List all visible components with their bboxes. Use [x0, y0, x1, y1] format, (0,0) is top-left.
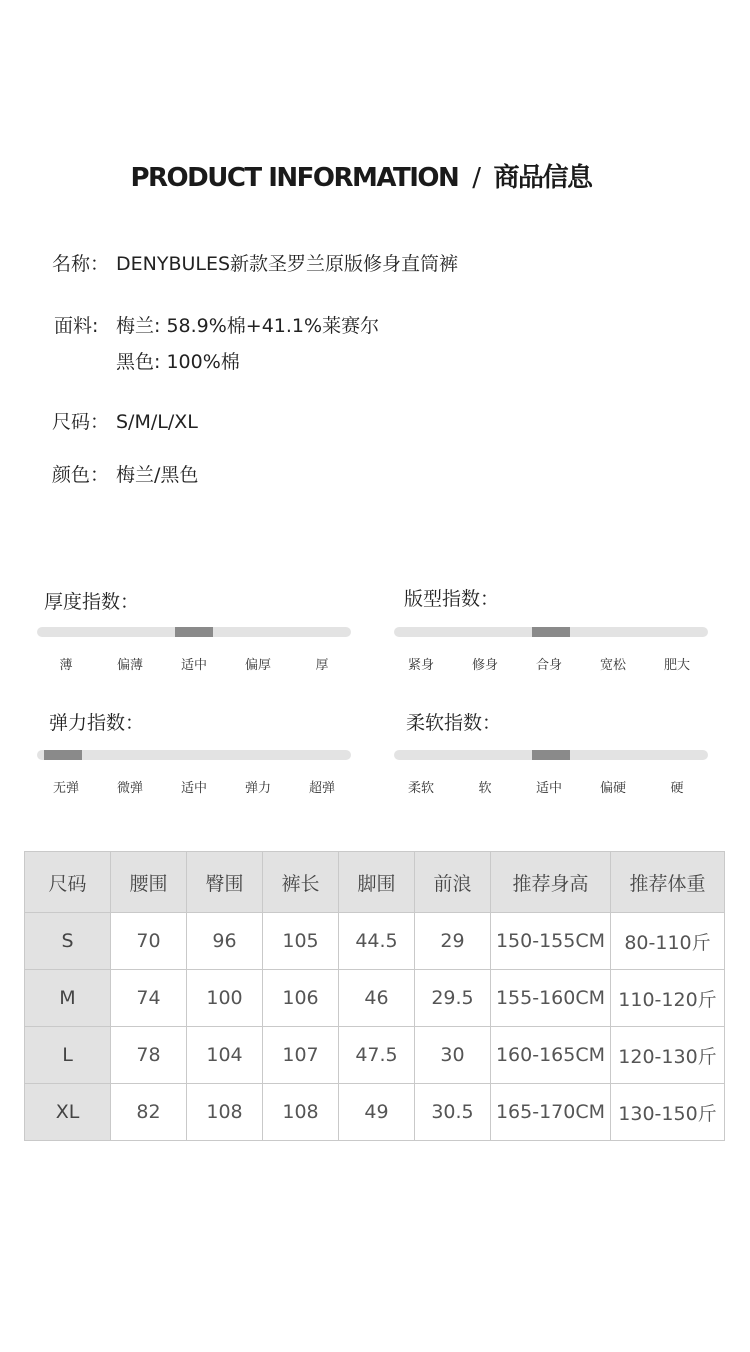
table-cell: 44.5 — [339, 913, 415, 970]
table-cell: 155-160CM — [491, 970, 611, 1027]
info-size-value: S/M/L/XL — [116, 411, 198, 433]
table-cell: S — [25, 913, 111, 970]
softness-tick-medium: 适中 — [535, 781, 562, 796]
info-size-label: 尺码： — [52, 411, 110, 433]
table-row — [25, 913, 725, 970]
table-cell: 104 — [187, 1027, 263, 1084]
softness-index-marker — [532, 750, 570, 760]
stretch-tick-slight: 微弹 — [116, 781, 143, 796]
page-title — [0, 157, 722, 194]
table-row — [25, 970, 725, 1027]
thickness-index-ticks — [34, 654, 354, 672]
info-color-value: 梅兰/黑色 — [116, 464, 199, 486]
table-cell: 150-155CM — [491, 913, 611, 970]
softness-index-ticks — [389, 777, 709, 795]
table-cell: 30 — [415, 1027, 491, 1084]
stretch-index-bar — [37, 750, 351, 760]
thickness-index-bar — [37, 627, 351, 637]
size-table — [24, 851, 725, 1141]
title-en: PRODUCT INFORMATION — [130, 163, 459, 193]
stretch-tick-medium: 适中 — [180, 781, 207, 796]
info-fabric-label: 面料: — [54, 315, 99, 337]
thickness-tick-thick: 厚 — [315, 658, 329, 673]
table-cell: XL — [25, 1084, 111, 1141]
header-size: 尺码 — [25, 852, 111, 913]
table-cell: 46 — [339, 970, 415, 1027]
table-cell: 160-165CM — [491, 1027, 611, 1084]
fit-tick-slim: 修身 — [471, 658, 498, 673]
fit-index-title: 版型指数： — [404, 588, 500, 610]
softness-tick-soft: 软 — [478, 781, 492, 796]
fit-tick-regular: 合身 — [535, 658, 562, 673]
table-cell: 96 — [187, 913, 263, 970]
thickness-tick-medium: 适中 — [180, 658, 207, 673]
info-color-label: 颜色： — [52, 464, 110, 486]
header-length: 裤长 — [263, 852, 339, 913]
stretch-index-ticks — [34, 777, 354, 795]
info-size-row — [52, 407, 198, 434]
thickness-tick-slightly-thick: 偏厚 — [244, 658, 271, 673]
table-header-row — [25, 852, 725, 913]
softness-tick-slightly-hard: 偏硬 — [599, 781, 626, 796]
softness-index-bar — [394, 750, 708, 760]
header-front-rise: 前浪 — [415, 852, 491, 913]
table-cell: 47.5 — [339, 1027, 415, 1084]
info-fabric-line-2: 黑色: 100%棉 — [116, 351, 240, 373]
stretch-tick-none: 无弹 — [52, 781, 79, 796]
table-cell: 49 — [339, 1084, 415, 1141]
table-cell: 78 — [111, 1027, 187, 1084]
softness-tick-hard: 硬 — [670, 781, 684, 796]
table-cell: 70 — [111, 913, 187, 970]
info-fabric-row — [54, 311, 379, 338]
fit-index-bar — [394, 627, 708, 637]
title-separator: / — [472, 163, 480, 193]
table-cell: 30.5 — [415, 1084, 491, 1141]
info-name-label: 名称： — [52, 253, 110, 275]
stretch-tick-stretchy: 弹力 — [244, 781, 271, 796]
info-color-row — [52, 460, 198, 487]
header-hip: 臀围 — [187, 852, 263, 913]
table-cell: L — [25, 1027, 111, 1084]
softness-index-title: 柔软指数： — [406, 712, 502, 734]
table-cell: 29.5 — [415, 970, 491, 1027]
header-weight: 推荐体重 — [611, 852, 725, 913]
table-cell: 108 — [263, 1084, 339, 1141]
table-cell: 80-110斤 — [611, 913, 725, 970]
table-cell: 108 — [187, 1084, 263, 1141]
info-name-row — [52, 249, 458, 276]
table-cell: 29 — [415, 913, 491, 970]
table-cell: 74 — [111, 970, 187, 1027]
fit-tick-oversized: 肥大 — [663, 658, 690, 673]
fit-tick-tight: 紧身 — [407, 658, 434, 673]
table-cell: 165-170CM — [491, 1084, 611, 1141]
header-waist: 腰围 — [111, 852, 187, 913]
fit-index-ticks — [389, 654, 709, 672]
fit-tick-loose: 宽松 — [599, 658, 626, 673]
table-row — [25, 1027, 725, 1084]
title-cn: 商品信息 — [493, 163, 592, 193]
table-cell: 100 — [187, 970, 263, 1027]
table-cell: 130-150斤 — [611, 1084, 725, 1141]
stretch-tick-super: 超弹 — [308, 781, 335, 796]
table-cell: 120-130斤 — [611, 1027, 725, 1084]
thickness-index-title: 厚度指数： — [44, 591, 140, 613]
table-cell: 107 — [263, 1027, 339, 1084]
thickness-index-marker — [175, 627, 213, 637]
table-row — [25, 1084, 725, 1141]
thickness-tick-thin: 薄 — [59, 658, 73, 673]
table-cell: M — [25, 970, 111, 1027]
info-name-value: DENYBULES新款圣罗兰原版修身直筒裤 — [116, 253, 459, 275]
table-cell: 82 — [111, 1084, 187, 1141]
table-cell: 110-120斤 — [611, 970, 725, 1027]
info-fabric-line-1: 梅兰: 58.9%棉+41.1%莱赛尔 — [116, 315, 380, 337]
table-cell: 105 — [263, 913, 339, 970]
header-hem: 脚围 — [339, 852, 415, 913]
stretch-index-title: 弹力指数： — [49, 712, 145, 734]
header-height: 推荐身高 — [491, 852, 611, 913]
softness-tick-very-soft: 柔软 — [407, 781, 434, 796]
table-cell: 106 — [263, 970, 339, 1027]
thickness-tick-slightly-thin: 偏薄 — [116, 658, 143, 673]
stretch-index-marker — [44, 750, 82, 760]
fit-index-marker — [532, 627, 570, 637]
